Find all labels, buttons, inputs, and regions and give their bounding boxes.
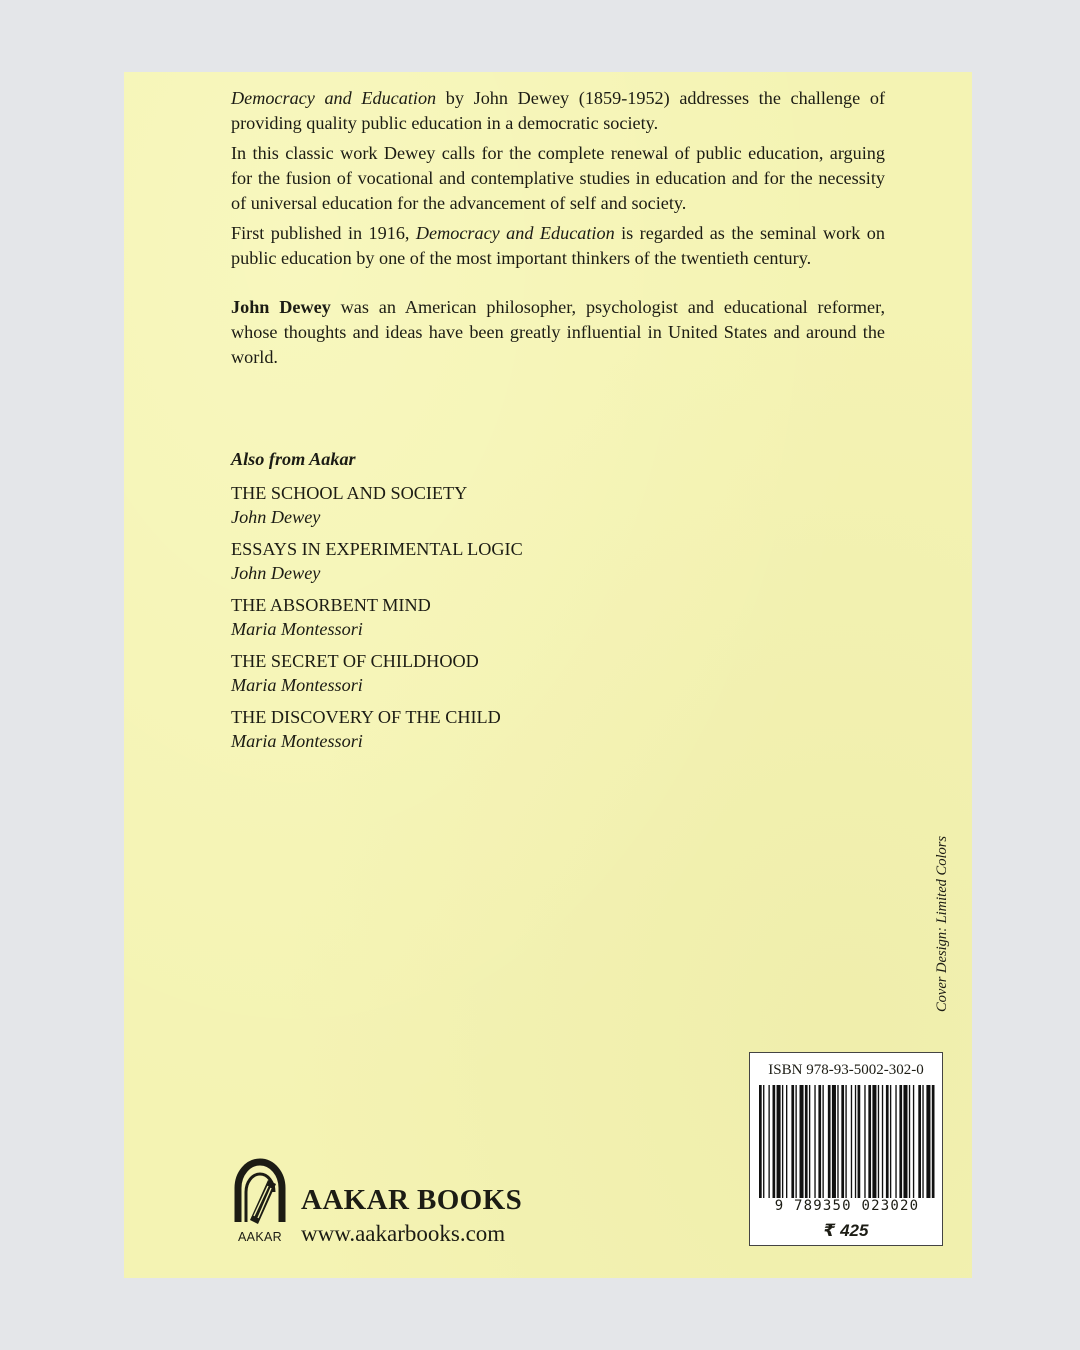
barcode-stripe (763, 1085, 764, 1207)
publisher-logo (230, 1158, 290, 1248)
list-item (231, 593, 731, 641)
barcode-stripe (872, 1085, 876, 1207)
author-bio-text: was an American philosopher, psychologist and educational reformer, whose thoughts and ideas have been greatly influential in United States and around the world. (231, 297, 885, 367)
barcode-stripe (882, 1085, 883, 1207)
description-text: by John Dewey (1859-1952) addresses the challenge of providing quality public education in a democratic society. (231, 88, 885, 133)
barcode-stripe (909, 1085, 910, 1207)
barcode-stripe (886, 1085, 889, 1207)
description-paragraph-1 (231, 86, 885, 136)
barcode-stripe (899, 1085, 902, 1207)
barcode-digits: 9 789350 023020 (758, 1198, 936, 1214)
list-item (231, 481, 731, 529)
cover-design-credit: Cover Design: Limited Colors (934, 835, 950, 1012)
barcode-stripe (782, 1085, 783, 1207)
barcode-stripe (851, 1085, 852, 1207)
also-from-heading: Also from Aakar (231, 449, 356, 469)
book-title: ESSAYS IN EXPERIMENTAL LOGIC (231, 539, 523, 559)
publisher-name: AAKAR BOOKS (301, 1184, 523, 1216)
logo-caption: AAKAR (238, 1230, 282, 1244)
barcode-stripe (878, 1085, 879, 1207)
list-item (231, 705, 731, 753)
barcode-stripe (913, 1085, 914, 1207)
author-name: John Dewey (231, 297, 331, 317)
barcode-stripe (845, 1085, 846, 1207)
barcode-stripe (895, 1085, 896, 1207)
book-title: THE ABSORBENT MIND (231, 595, 431, 615)
barcode-stripe (903, 1085, 907, 1207)
barcode-stripe (795, 1085, 796, 1207)
barcode-stripe (832, 1085, 836, 1207)
price-label: ₹ 425 (823, 1221, 869, 1240)
book-title-italic: Democracy and Education (415, 223, 615, 243)
barcode-stripe (805, 1085, 808, 1207)
barcode-stripe (922, 1085, 923, 1207)
barcode-stripe (822, 1085, 823, 1207)
barcode-stripe (918, 1085, 921, 1207)
description-text: First published in 1916, (231, 223, 416, 243)
list-item (231, 649, 731, 697)
book-author: Maria Montessori (231, 619, 363, 639)
barcode-stripe (809, 1085, 810, 1207)
description-paragraph-2: In this classic work Dewey calls for the complete renewal of public education, arguing for the fusion of vocational and contemplative studies in education and for the necessity of universal education for the advancement of self and society. (231, 143, 885, 213)
book-author: Maria Montessori (231, 675, 363, 695)
author-bio (231, 295, 885, 370)
description-paragraph-3 (231, 221, 885, 271)
isbn-label: ISBN 978-93-5002-302-0 (768, 1062, 924, 1078)
barcode-stripe (791, 1085, 794, 1207)
description-text: is regarded as the seminal work on public education by one of the most important thinkers of the twentieth century. (231, 223, 885, 268)
barcode-stripe (768, 1085, 769, 1207)
book-arch-icon (230, 1158, 290, 1228)
barcode-stripe (864, 1085, 865, 1207)
barcode-stripe (759, 1085, 762, 1207)
barcode-box (749, 1052, 943, 1246)
also-from-list (231, 447, 731, 761)
book-title: THE SECRET OF CHILDHOOD (231, 651, 479, 671)
barcode-stripe (837, 1085, 838, 1207)
barcode-stripe (828, 1085, 831, 1207)
book-author: John Dewey (231, 507, 321, 527)
book-title: THE DISCOVERY OF THE CHILD (231, 707, 501, 727)
barcode-stripe (932, 1085, 935, 1207)
barcode-stripe (777, 1085, 781, 1207)
book-author: John Dewey (231, 563, 321, 583)
barcode-stripe (800, 1085, 804, 1207)
barcode-stripe (841, 1085, 844, 1207)
barcode-stripe (926, 1085, 930, 1207)
list-item (231, 537, 731, 585)
barcode-stripe (858, 1085, 861, 1207)
barcode-stripe (814, 1085, 815, 1207)
barcode-stripe (786, 1085, 787, 1207)
book-back-cover (124, 72, 972, 1278)
barcode-stripe (773, 1085, 776, 1207)
publisher-website: www.aakarbooks.com (301, 1221, 506, 1246)
book-title: THE SCHOOL AND SOCIETY (231, 483, 468, 503)
barcode-stripe (855, 1085, 856, 1207)
barcode-stripe (818, 1085, 821, 1207)
book-author: Maria Montessori (231, 731, 363, 751)
book-title-italic: Democracy and Education (231, 88, 437, 108)
barcode-stripe (890, 1085, 891, 1207)
barcode-graphic (757, 1085, 935, 1207)
barcode-stripe (868, 1085, 871, 1207)
book-description (231, 86, 885, 375)
